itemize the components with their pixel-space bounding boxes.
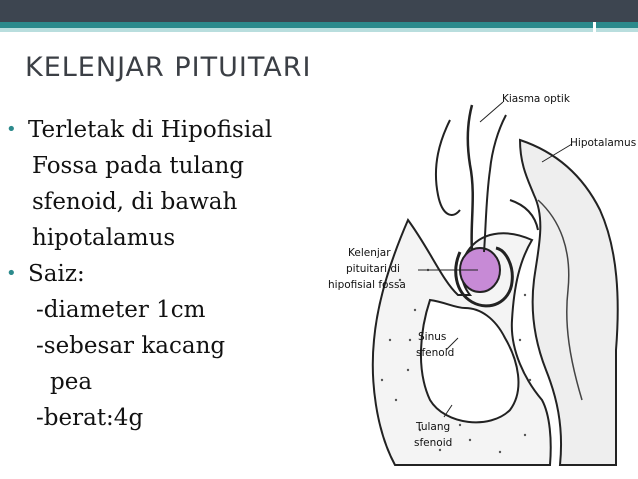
label-kelenjar-1: Kelenjar <box>348 247 391 259</box>
label-sinus-2: sfenoid <box>416 347 455 359</box>
body-line-text: Terletak di Hipofisial <box>28 117 273 143</box>
body-line-5 <box>6 256 346 292</box>
accent-notch <box>593 22 596 36</box>
label-kiasma-optik: Kiasma optik <box>502 93 570 105</box>
body-line-text: Saiz: <box>28 261 85 287</box>
body-line-2 <box>6 148 346 184</box>
body-line-7 <box>6 328 346 364</box>
label-tulang-1: Tulang <box>416 421 451 433</box>
slide-title: KELENJAR PITUITARI <box>25 52 312 83</box>
body-line-text: hipotalamus <box>32 225 176 251</box>
body-line-text: sfenoid, di bawah <box>32 189 238 215</box>
body-line-1 <box>6 112 346 148</box>
body-line-text: -diameter 1cm <box>36 297 206 323</box>
body-line-text: -sebesar kacang <box>36 333 226 359</box>
bullet-icon: • <box>6 119 17 140</box>
body-line-text: pea <box>50 369 93 395</box>
body-line-text: Fossa pada tulang <box>32 153 245 179</box>
body-line-8 <box>6 364 346 400</box>
optic-chiasm <box>436 120 460 215</box>
top-bar <box>0 0 638 22</box>
label-kelenjar-3: hipofisial fossa <box>328 279 406 291</box>
body-line-9 <box>6 400 346 436</box>
body-line-3 <box>6 184 346 220</box>
pituitary-diagram <box>320 80 638 470</box>
accent-stripe-light <box>0 28 638 32</box>
slide-body <box>6 112 346 436</box>
pituitary-illustration <box>320 80 638 470</box>
body-line-4 <box>6 220 346 256</box>
bullet-icon: • <box>6 263 17 284</box>
label-tulang-2: sfenoid <box>414 437 453 449</box>
leader-kiasma <box>480 102 503 122</box>
infundibulum-edge <box>484 115 506 252</box>
body-line-6 <box>6 292 346 328</box>
dorsum-sellae <box>510 200 538 230</box>
body-line-text: -berat:4g <box>36 405 144 431</box>
label-kelenjar-2: pituitari di <box>346 263 400 275</box>
infundibulum <box>468 105 473 250</box>
label-sinus-1: Sinus <box>418 331 447 343</box>
label-hipotalamus: Hipotalamus <box>570 137 637 149</box>
